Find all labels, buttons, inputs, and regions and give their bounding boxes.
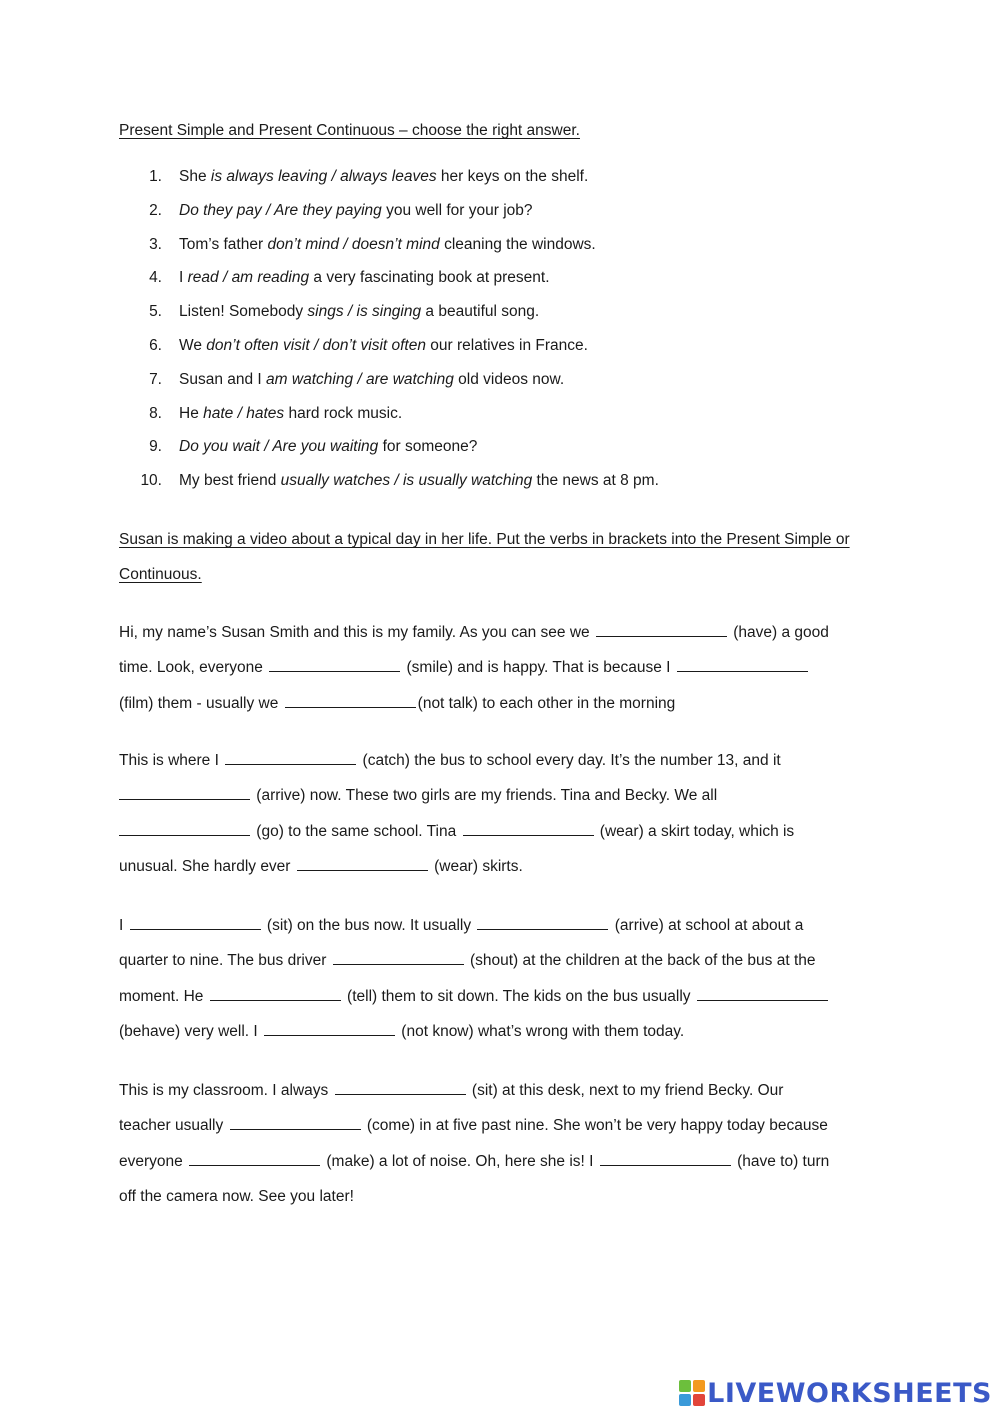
para-text: (wear) skirts.	[429, 857, 523, 875]
para-text: This is my classroom. I always	[119, 1082, 333, 1099]
item-text: you well for your job?	[381, 201, 533, 219]
answer-options[interactable]: Do you wait / Are you waiting	[179, 438, 379, 456]
para-text: (go) to the same school. Tina	[252, 822, 461, 840]
answer-options[interactable]: am watching / are watching	[266, 370, 454, 388]
item-text: My best friend	[179, 472, 281, 490]
para-text: (arrive) at school at about a	[610, 917, 804, 934]
answer-blank[interactable]	[119, 798, 250, 800]
answer-blank[interactable]	[119, 834, 250, 836]
item-text: for someone?	[378, 438, 478, 456]
para-text: (film) them - usually we	[119, 694, 283, 712]
item-number: 9.	[149, 438, 162, 456]
answer-blank[interactable]	[596, 635, 727, 637]
answer-blank[interactable]	[697, 999, 828, 1001]
paragraph-1	[119, 615, 889, 721]
item-text: Listen! Somebody	[179, 303, 308, 321]
answer-blank[interactable]	[333, 963, 464, 965]
brand-name: LIVEWORKSHEETS	[707, 1377, 992, 1409]
para-text: (sit) at this desk, next to my friend Becky. Our	[467, 1082, 784, 1099]
liveworksheets-logo[interactable]	[679, 1377, 992, 1409]
para-text: (not know) what’s wrong with them today.	[397, 1022, 685, 1040]
para-text: (behave) very well. I	[119, 1022, 262, 1040]
item-number: 4.	[149, 269, 162, 287]
para-text: everyone	[119, 1152, 188, 1170]
section2-heading: Susan is making a video about a typical day in her life. Put the verbs in brackets into the Present Simple or Continuous.	[119, 531, 850, 583]
multiple-choice-list	[119, 160, 879, 498]
para-text: (have) a good	[728, 624, 829, 641]
para-text: (tell) them to sit down. The kids on the bus usually	[342, 987, 695, 1005]
answer-blank[interactable]	[297, 869, 428, 871]
item-number: 3.	[149, 235, 162, 253]
para-text: Hi, my name’s Susan Smith and this is my family. As you can see we	[119, 624, 594, 641]
para-text: (not talk) to each other in the morning	[417, 694, 676, 712]
para-text: (shout) at the children at the back of the bus at the	[465, 952, 816, 970]
item-text: He	[179, 404, 204, 422]
item-text: the news at 8 pm.	[532, 472, 659, 490]
para-text: (have to) turn	[732, 1152, 830, 1170]
answer-options[interactable]: Do they pay / Are they paying	[179, 201, 382, 219]
liveworksheets-logo-icon	[679, 1380, 705, 1406]
item-number: 2.	[149, 201, 162, 219]
answer-blank[interactable]	[677, 670, 808, 672]
answer-options[interactable]: read / am reading	[187, 269, 310, 287]
section1-heading: Present Simple and Present Continuous – choose the right answer.	[119, 122, 580, 139]
para-text: This is where I	[119, 752, 224, 769]
item-text: She	[179, 168, 211, 185]
item-text: Susan and I	[179, 370, 267, 388]
answer-blank[interactable]	[264, 1034, 395, 1036]
answer-options[interactable]: don’t often visit / don’t visit often	[206, 336, 426, 354]
answer-blank[interactable]	[189, 1164, 320, 1166]
item-text: Tom’s father	[179, 235, 268, 253]
item-text: our relatives in France.	[425, 336, 588, 354]
answer-options[interactable]: sings / is singing	[307, 303, 422, 321]
answer-blank[interactable]	[463, 834, 594, 836]
list-item	[119, 228, 879, 262]
list-item	[119, 363, 879, 397]
answer-blank[interactable]	[477, 928, 608, 930]
list-item	[119, 464, 879, 498]
item-text: old videos now.	[453, 370, 565, 388]
item-text: I	[179, 269, 188, 287]
paragraph-2	[119, 743, 889, 884]
para-text: (catch) the bus to school every day. It’s the number 13, and it	[358, 752, 781, 769]
paragraph-4	[119, 1073, 889, 1214]
para-text: (arrive) now. These two girls are my friends. Tina and Becky. We all	[252, 787, 718, 805]
para-text: (make) a lot of noise. Oh, here she is! I	[322, 1152, 598, 1170]
para-text: (smile) and is happy. That is because I	[402, 659, 675, 677]
answer-options[interactable]: usually watches / is usually watching	[280, 472, 533, 490]
answer-blank[interactable]	[285, 706, 416, 708]
list-item	[119, 430, 879, 464]
list-item	[119, 160, 879, 194]
para-text: (come) in at five past nine. She won’t be very happy today because	[362, 1117, 828, 1135]
item-number: 6.	[149, 336, 162, 354]
para-text: off the camera now. See you later!	[119, 1187, 354, 1205]
para-text: unusual. She hardly ever	[119, 857, 295, 875]
item-number: 10.	[140, 472, 162, 490]
para-text: teacher usually	[119, 1117, 228, 1135]
answer-options[interactable]: don’t mind / doesn’t mind	[267, 235, 440, 253]
answer-blank[interactable]	[335, 1093, 466, 1095]
item-text: a very fascinating book at present.	[309, 269, 550, 287]
item-text: We	[179, 336, 207, 354]
answer-blank[interactable]	[225, 763, 356, 765]
item-number: 1.	[149, 168, 162, 185]
para-text: time. Look, everyone	[119, 659, 268, 677]
para-text: quarter to nine. The bus driver	[119, 952, 331, 970]
item-text: cleaning the windows.	[439, 235, 596, 253]
answer-options[interactable]: hate / hates	[203, 404, 285, 422]
list-item	[119, 295, 879, 329]
item-text: her keys on the shelf.	[436, 168, 589, 185]
para-text: (wear) a skirt today, which is	[595, 822, 795, 840]
answer-options[interactable]: is always leaving / always leaves	[210, 168, 437, 185]
item-text: hard rock music.	[284, 404, 403, 422]
para-text: I	[119, 917, 128, 934]
answer-blank[interactable]	[269, 670, 400, 672]
answer-blank[interactable]	[230, 1128, 361, 1130]
item-text: a beautiful song.	[421, 303, 540, 321]
list-item	[119, 397, 879, 431]
list-item	[119, 194, 879, 228]
para-text: moment. He	[119, 987, 208, 1005]
list-item	[119, 329, 879, 363]
item-number: 8.	[149, 404, 162, 422]
paragraph-3	[119, 908, 889, 1049]
item-number: 5.	[149, 303, 162, 321]
answer-blank[interactable]	[600, 1164, 731, 1166]
answer-blank[interactable]	[210, 999, 341, 1001]
para-text: (sit) on the bus now. It usually	[262, 917, 476, 934]
answer-blank[interactable]	[130, 928, 261, 930]
item-number: 7.	[149, 370, 162, 388]
list-item	[119, 261, 879, 295]
